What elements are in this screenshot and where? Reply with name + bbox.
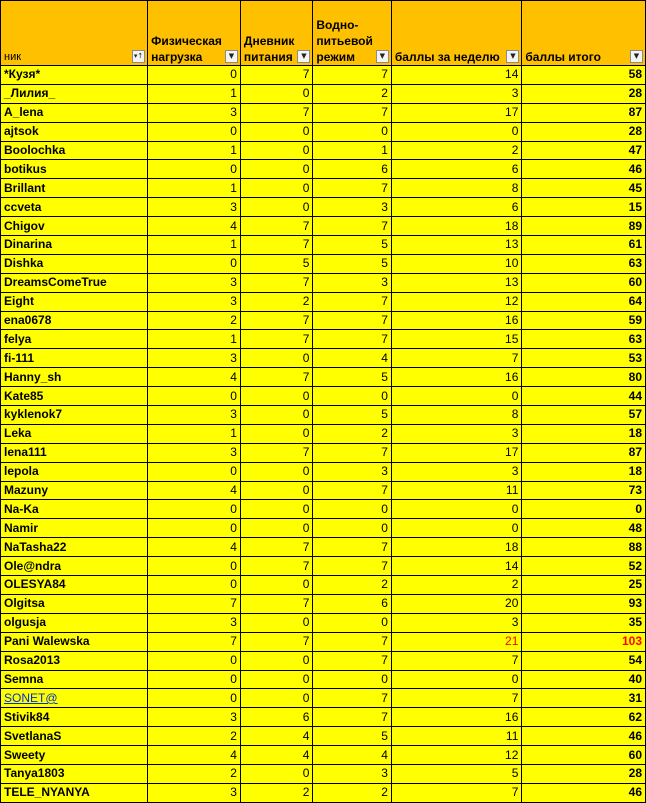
table-row	[1, 141, 646, 160]
diary-cell[interactable]: 6	[240, 708, 312, 727]
header-label-line: баллы за неделю	[394, 50, 500, 64]
table-row	[1, 746, 646, 765]
total-score-cell[interactable]: 59	[522, 311, 646, 330]
phys-cell[interactable]: 0	[148, 387, 241, 406]
total-score-cell[interactable]: 89	[522, 217, 646, 236]
nick-cell[interactable]: lepola	[1, 462, 148, 481]
nick-cell[interactable]: Olgitsa	[1, 594, 148, 613]
phys-cell[interactable]: 1	[148, 424, 241, 443]
phys-cell[interactable]: 1	[148, 236, 241, 255]
col-header-week[interactable]	[391, 1, 522, 66]
total-score-cell[interactable]: 57	[522, 406, 646, 425]
water-cell[interactable]: 3	[313, 198, 391, 217]
table-row	[1, 198, 646, 217]
water-cell[interactable]: 7	[313, 557, 391, 576]
phys-cell[interactable]: 0	[148, 519, 241, 538]
week-score-cell[interactable]: 15	[391, 330, 522, 349]
nick-cell[interactable]: Na-Ka	[1, 500, 148, 519]
week-score-cell[interactable]: 14	[391, 66, 522, 85]
total-score-cell[interactable]: 28	[522, 764, 646, 783]
col-header-water[interactable]	[313, 1, 391, 66]
diary-cell[interactable]: 7	[240, 273, 312, 292]
dropdown-filter-icon[interactable]: ▼	[225, 50, 238, 63]
nick-cell[interactable]: Semna	[1, 670, 148, 689]
table-row	[1, 254, 646, 273]
week-score-cell[interactable]: 8	[391, 179, 522, 198]
total-score-cell[interactable]: 73	[522, 481, 646, 500]
water-cell[interactable]: 7	[313, 651, 391, 670]
water-cell[interactable]: 7	[313, 103, 391, 122]
week-score-cell[interactable]: 18	[391, 538, 522, 557]
phys-cell[interactable]: 4	[148, 538, 241, 557]
phys-cell[interactable]: 3	[148, 708, 241, 727]
week-score-cell[interactable]: 18	[391, 217, 522, 236]
week-score-cell[interactable]: 7	[391, 651, 522, 670]
nick-cell[interactable]: Boolochka	[1, 141, 148, 160]
diary-cell[interactable]: 7	[240, 632, 312, 651]
header-label-line: Дневник	[243, 34, 295, 48]
nick-cell[interactable]: Stivik84	[1, 708, 148, 727]
water-cell[interactable]: 5	[313, 236, 391, 255]
table-row	[1, 292, 646, 311]
table-row	[1, 689, 646, 708]
total-score-cell[interactable]: 18	[522, 424, 646, 443]
water-cell[interactable]: 4	[313, 746, 391, 765]
nick-cell[interactable]: OLESYA84	[1, 576, 148, 595]
table-row	[1, 311, 646, 330]
nick-cell[interactable]: DreamsComeTrue	[1, 273, 148, 292]
nick-cell[interactable]: Chigov	[1, 217, 148, 236]
table-row	[1, 764, 646, 783]
diary-cell[interactable]: 7	[240, 538, 312, 557]
header-label-line: режим	[316, 50, 355, 64]
week-score-cell[interactable]: 8	[391, 406, 522, 425]
total-score-cell[interactable]: 47	[522, 141, 646, 160]
header-label-line: питьевой	[316, 34, 373, 48]
table-row	[1, 387, 646, 406]
phys-cell[interactable]: 3	[148, 443, 241, 462]
week-score-cell[interactable]: 0	[391, 500, 522, 519]
week-score-cell[interactable]: 0	[391, 519, 522, 538]
phys-cell[interactable]: 1	[148, 141, 241, 160]
total-score-cell[interactable]: 28	[522, 84, 646, 103]
table-row	[1, 632, 646, 651]
total-score-cell[interactable]: 63	[522, 254, 646, 273]
header-label-line: Водно-	[316, 18, 359, 32]
col-header-diary[interactable]	[240, 1, 312, 66]
week-score-cell[interactable]: 3	[391, 462, 522, 481]
total-score-cell[interactable]: 80	[522, 368, 646, 387]
table-row	[1, 519, 646, 538]
phys-cell[interactable]: 7	[148, 594, 241, 613]
phys-cell[interactable]: 3	[148, 349, 241, 368]
water-cell[interactable]: 0	[313, 613, 391, 632]
total-score-cell[interactable]: 44	[522, 387, 646, 406]
phys-cell[interactable]: 0	[148, 689, 241, 708]
nick-cell[interactable]: Mazuny	[1, 481, 148, 500]
header-label-line: Физическая	[151, 34, 222, 48]
dropdown-filter-icon[interactable]: ▼	[376, 50, 389, 63]
week-score-cell[interactable]: 5	[391, 764, 522, 783]
phys-cell[interactable]: 0	[148, 576, 241, 595]
water-cell[interactable]: 1	[313, 141, 391, 160]
week-score-cell[interactable]: 13	[391, 236, 522, 255]
total-score-cell[interactable]: 25	[522, 576, 646, 595]
diary-cell[interactable]: 0	[240, 179, 312, 198]
total-score-cell[interactable]: 35	[522, 613, 646, 632]
week-score-cell[interactable]: 12	[391, 292, 522, 311]
diary-cell[interactable]: 0	[240, 84, 312, 103]
water-cell[interactable]: 3	[313, 273, 391, 292]
diary-cell[interactable]: 0	[240, 349, 312, 368]
diary-cell[interactable]: 7	[240, 368, 312, 387]
week-score-cell[interactable]: 14	[391, 557, 522, 576]
total-score-cell[interactable]: 15	[522, 198, 646, 217]
table-row	[1, 349, 646, 368]
nick-cell[interactable]: Sweety	[1, 746, 148, 765]
table-row	[1, 670, 646, 689]
table-row	[1, 424, 646, 443]
week-score-cell[interactable]: 10	[391, 254, 522, 273]
total-score-cell[interactable]: 53	[522, 349, 646, 368]
water-cell[interactable]: 3	[313, 764, 391, 783]
table-row	[1, 66, 646, 85]
nick-cell[interactable]: Namir	[1, 519, 148, 538]
phys-cell[interactable]: 4	[148, 481, 241, 500]
table-row	[1, 651, 646, 670]
nick-cell[interactable]: Dishka	[1, 254, 148, 273]
total-score-cell[interactable]: 58	[522, 66, 646, 85]
table-row	[1, 236, 646, 255]
water-cell[interactable]: 7	[313, 632, 391, 651]
diary-cell[interactable]: 4	[240, 746, 312, 765]
total-score-cell[interactable]: 61	[522, 236, 646, 255]
table-row	[1, 273, 646, 292]
phys-cell[interactable]: 3	[148, 198, 241, 217]
table-row	[1, 613, 646, 632]
diary-cell[interactable]: 7	[240, 236, 312, 255]
water-cell[interactable]: 0	[313, 500, 391, 519]
water-cell[interactable]: 5	[313, 368, 391, 387]
table-row	[1, 727, 646, 746]
header-label-line: нагрузка	[151, 50, 203, 64]
week-score-cell[interactable]: 3	[391, 613, 522, 632]
total-score-cell[interactable]: 18	[522, 462, 646, 481]
total-score-cell[interactable]: 54	[522, 651, 646, 670]
nick-cell[interactable]: TELE_NYANYA	[1, 783, 148, 802]
week-score-cell[interactable]: 3	[391, 84, 522, 103]
diary-cell[interactable]: 7	[240, 311, 312, 330]
week-score-cell[interactable]: 7	[391, 349, 522, 368]
water-cell[interactable]: 7	[313, 708, 391, 727]
table-body	[1, 66, 646, 803]
total-score-cell[interactable]: 46	[522, 727, 646, 746]
week-score-cell[interactable]: 13	[391, 273, 522, 292]
diary-cell[interactable]: 0	[240, 160, 312, 179]
diary-cell[interactable]: 0	[240, 198, 312, 217]
week-score-cell[interactable]: 16	[391, 311, 522, 330]
diary-cell[interactable]: 7	[240, 66, 312, 85]
phys-cell[interactable]: 2	[148, 311, 241, 330]
week-score-cell[interactable]: 17	[391, 103, 522, 122]
nick-cell[interactable]: Eight	[1, 292, 148, 311]
header-row	[1, 1, 646, 66]
table-row	[1, 557, 646, 576]
diary-cell[interactable]: 0	[240, 651, 312, 670]
nick-cell[interactable]: olgusja	[1, 613, 148, 632]
table-row	[1, 103, 646, 122]
diary-cell[interactable]: 0	[240, 764, 312, 783]
nick-cell[interactable]: *Кузя*	[1, 66, 148, 85]
total-score-cell[interactable]: 87	[522, 443, 646, 462]
diary-cell[interactable]: 7	[240, 330, 312, 349]
phys-cell[interactable]: 3	[148, 273, 241, 292]
diary-cell[interactable]: 0	[240, 613, 312, 632]
total-score-cell[interactable]: 46	[522, 160, 646, 179]
total-score-cell[interactable]: 48	[522, 519, 646, 538]
phys-cell[interactable]: 4	[148, 217, 241, 236]
table-row	[1, 500, 646, 519]
table-row	[1, 160, 646, 179]
diary-cell[interactable]: 2	[240, 292, 312, 311]
diary-cell[interactable]: 7	[240, 594, 312, 613]
diary-cell[interactable]: 0	[240, 576, 312, 595]
total-score-cell[interactable]: 40	[522, 670, 646, 689]
nick-cell[interactable]: felya	[1, 330, 148, 349]
nick-cell[interactable]: _Лилия_	[1, 84, 148, 103]
nick-cell[interactable]: lena111	[1, 443, 148, 462]
nick-cell[interactable]: botikus	[1, 160, 148, 179]
nick-cell[interactable]: Tanya1803	[1, 764, 148, 783]
total-score-cell[interactable]: 93	[522, 594, 646, 613]
header-label-line: ник	[4, 51, 22, 63]
phys-cell[interactable]: 3	[148, 613, 241, 632]
total-score-cell[interactable]: 62	[522, 708, 646, 727]
total-score-cell[interactable]: 45	[522, 179, 646, 198]
water-cell[interactable]: 0	[313, 519, 391, 538]
diary-cell[interactable]: 0	[240, 481, 312, 500]
water-cell[interactable]: 6	[313, 594, 391, 613]
total-score-cell[interactable]: 63	[522, 330, 646, 349]
nick-cell[interactable]: Hanny_sh	[1, 368, 148, 387]
table-row	[1, 594, 646, 613]
total-score-cell[interactable]: 64	[522, 292, 646, 311]
nick-cell[interactable]: Pani Walewska	[1, 632, 148, 651]
water-cell[interactable]: 0	[313, 670, 391, 689]
water-cell[interactable]: 7	[313, 217, 391, 236]
phys-cell[interactable]: 0	[148, 500, 241, 519]
total-score-cell[interactable]: 46	[522, 783, 646, 802]
week-score-cell[interactable]: 17	[391, 443, 522, 462]
diary-cell[interactable]: 4	[240, 727, 312, 746]
nick-cell[interactable]: Ole@ndra	[1, 557, 148, 576]
phys-cell[interactable]: 7	[148, 632, 241, 651]
table-row	[1, 122, 646, 141]
table-row	[1, 538, 646, 557]
phys-cell[interactable]: 0	[148, 160, 241, 179]
week-score-cell[interactable]: 16	[391, 708, 522, 727]
week-score-cell[interactable]: 0	[391, 122, 522, 141]
water-cell[interactable]: 7	[313, 311, 391, 330]
week-score-cell[interactable]: 3	[391, 424, 522, 443]
col-header-nick[interactable]	[1, 1, 148, 66]
phys-cell[interactable]: 2	[148, 764, 241, 783]
week-score-cell[interactable]: 16	[391, 368, 522, 387]
water-cell[interactable]: 7	[313, 689, 391, 708]
water-cell[interactable]: 5	[313, 727, 391, 746]
diary-cell[interactable]: 0	[240, 141, 312, 160]
nick-cell[interactable]: Rosa2013	[1, 651, 148, 670]
total-score-cell[interactable]: 0	[522, 500, 646, 519]
water-cell[interactable]: 0	[313, 122, 391, 141]
header-label-line: питания	[243, 50, 293, 64]
phys-cell[interactable]: 0	[148, 462, 241, 481]
diary-cell[interactable]: 0	[240, 500, 312, 519]
water-cell[interactable]: 2	[313, 576, 391, 595]
phys-cell[interactable]: 0	[148, 651, 241, 670]
phys-cell[interactable]: 0	[148, 557, 241, 576]
phys-cell[interactable]: 4	[148, 746, 241, 765]
diary-cell[interactable]: 5	[240, 254, 312, 273]
nick-cell[interactable]: SvetlanaS	[1, 727, 148, 746]
total-score-cell[interactable]: 31	[522, 689, 646, 708]
water-cell[interactable]: 7	[313, 538, 391, 557]
water-cell[interactable]: 7	[313, 66, 391, 85]
total-score-cell[interactable]: 87	[522, 103, 646, 122]
week-score-cell[interactable]: 2	[391, 141, 522, 160]
water-cell[interactable]: 7	[313, 443, 391, 462]
week-score-cell[interactable]: 0	[391, 670, 522, 689]
col-header-phys[interactable]	[148, 1, 241, 66]
table-row	[1, 462, 646, 481]
water-cell[interactable]: 2	[313, 84, 391, 103]
table-row	[1, 443, 646, 462]
week-score-cell[interactable]: 6	[391, 198, 522, 217]
header-label-line: баллы итого	[525, 50, 601, 64]
table-row	[1, 330, 646, 349]
table-row	[1, 368, 646, 387]
table-row	[1, 576, 646, 595]
week-score-cell[interactable]: 0	[391, 387, 522, 406]
phys-cell[interactable]: 3	[148, 783, 241, 802]
phys-cell[interactable]: 2	[148, 727, 241, 746]
week-score-cell[interactable]: 21	[391, 632, 522, 651]
total-score-cell[interactable]: 60	[522, 273, 646, 292]
diary-cell[interactable]: 0	[240, 406, 312, 425]
water-cell[interactable]: 7	[313, 481, 391, 500]
diary-cell[interactable]: 0	[240, 424, 312, 443]
nick-cell[interactable]: Kate85	[1, 387, 148, 406]
dropdown-filter-icon[interactable]: ▼	[297, 50, 310, 63]
table-row	[1, 708, 646, 727]
diary-cell[interactable]: 0	[240, 519, 312, 538]
table-row	[1, 84, 646, 103]
nick-cell[interactable]: ena0678	[1, 311, 148, 330]
dropdown-filter-icon[interactable]: ▼	[506, 50, 519, 63]
diary-cell[interactable]: 0	[240, 387, 312, 406]
diary-cell[interactable]: 0	[240, 122, 312, 141]
nick-cell[interactable]: ccveta	[1, 198, 148, 217]
table-row	[1, 481, 646, 500]
total-score-cell[interactable]: 88	[522, 538, 646, 557]
diary-cell[interactable]: 7	[240, 217, 312, 236]
phys-cell[interactable]: 0	[148, 254, 241, 273]
nick-cell[interactable]: ajtsok	[1, 122, 148, 141]
nick-cell[interactable]: Leka	[1, 424, 148, 443]
diary-cell[interactable]: 0	[240, 670, 312, 689]
water-cell[interactable]: 2	[313, 424, 391, 443]
water-cell[interactable]: 0	[313, 387, 391, 406]
water-cell[interactable]: 4	[313, 349, 391, 368]
water-cell[interactable]: 3	[313, 462, 391, 481]
diary-cell[interactable]: 7	[240, 103, 312, 122]
user-link[interactable]: SONET@	[4, 690, 58, 705]
phys-cell[interactable]: 1	[148, 84, 241, 103]
nick-cell[interactable]: kyklenok7	[1, 406, 148, 425]
phys-cell[interactable]: 0	[148, 122, 241, 141]
diary-cell[interactable]: 2	[240, 783, 312, 802]
nick-cell[interactable]: fi-111	[1, 349, 148, 368]
nick-cell[interactable]: NaTasha22	[1, 538, 148, 557]
dropdown-filter-icon[interactable]: ▼	[630, 50, 643, 63]
week-score-cell[interactable]: 7	[391, 783, 522, 802]
phys-cell[interactable]: 4	[148, 368, 241, 387]
phys-cell[interactable]: 0	[148, 670, 241, 689]
table-row	[1, 217, 646, 236]
table-row	[1, 783, 646, 802]
col-header-total[interactable]	[522, 1, 646, 66]
phys-cell[interactable]: 1	[148, 330, 241, 349]
week-score-cell[interactable]: 2	[391, 576, 522, 595]
table-row	[1, 406, 646, 425]
water-cell[interactable]: 5	[313, 406, 391, 425]
week-score-cell[interactable]: 11	[391, 481, 522, 500]
phys-cell[interactable]: 3	[148, 103, 241, 122]
week-score-cell[interactable]: 11	[391, 727, 522, 746]
nick-cell[interactable]: Dinarina	[1, 236, 148, 255]
phys-cell[interactable]: 1	[148, 179, 241, 198]
diary-cell[interactable]: 7	[240, 443, 312, 462]
water-cell[interactable]: 7	[313, 330, 391, 349]
phys-cell[interactable]: 0	[148, 66, 241, 85]
nick-cell[interactable]: Brillant	[1, 179, 148, 198]
sort-filter-icon[interactable]: ▾↑	[132, 50, 145, 63]
week-score-cell[interactable]: 20	[391, 594, 522, 613]
diary-cell[interactable]: 0	[240, 462, 312, 481]
week-score-cell[interactable]: 7	[391, 689, 522, 708]
week-score-cell[interactable]: 6	[391, 160, 522, 179]
nick-cell[interactable]: A_lena	[1, 103, 148, 122]
water-cell[interactable]: 5	[313, 254, 391, 273]
diary-cell[interactable]: 7	[240, 557, 312, 576]
diary-cell[interactable]: 0	[240, 689, 312, 708]
water-cell[interactable]: 7	[313, 179, 391, 198]
water-cell[interactable]: 7	[313, 292, 391, 311]
total-score-cell[interactable]: 28	[522, 122, 646, 141]
water-cell[interactable]: 6	[313, 160, 391, 179]
water-cell[interactable]: 2	[313, 783, 391, 802]
week-score-cell[interactable]: 12	[391, 746, 522, 765]
phys-cell[interactable]: 3	[148, 406, 241, 425]
total-score-cell[interactable]: 103	[522, 632, 646, 651]
total-score-cell[interactable]: 52	[522, 557, 646, 576]
nick-cell[interactable]	[1, 689, 148, 708]
phys-cell[interactable]: 3	[148, 292, 241, 311]
table-row	[1, 179, 646, 198]
total-score-cell[interactable]: 60	[522, 746, 646, 765]
